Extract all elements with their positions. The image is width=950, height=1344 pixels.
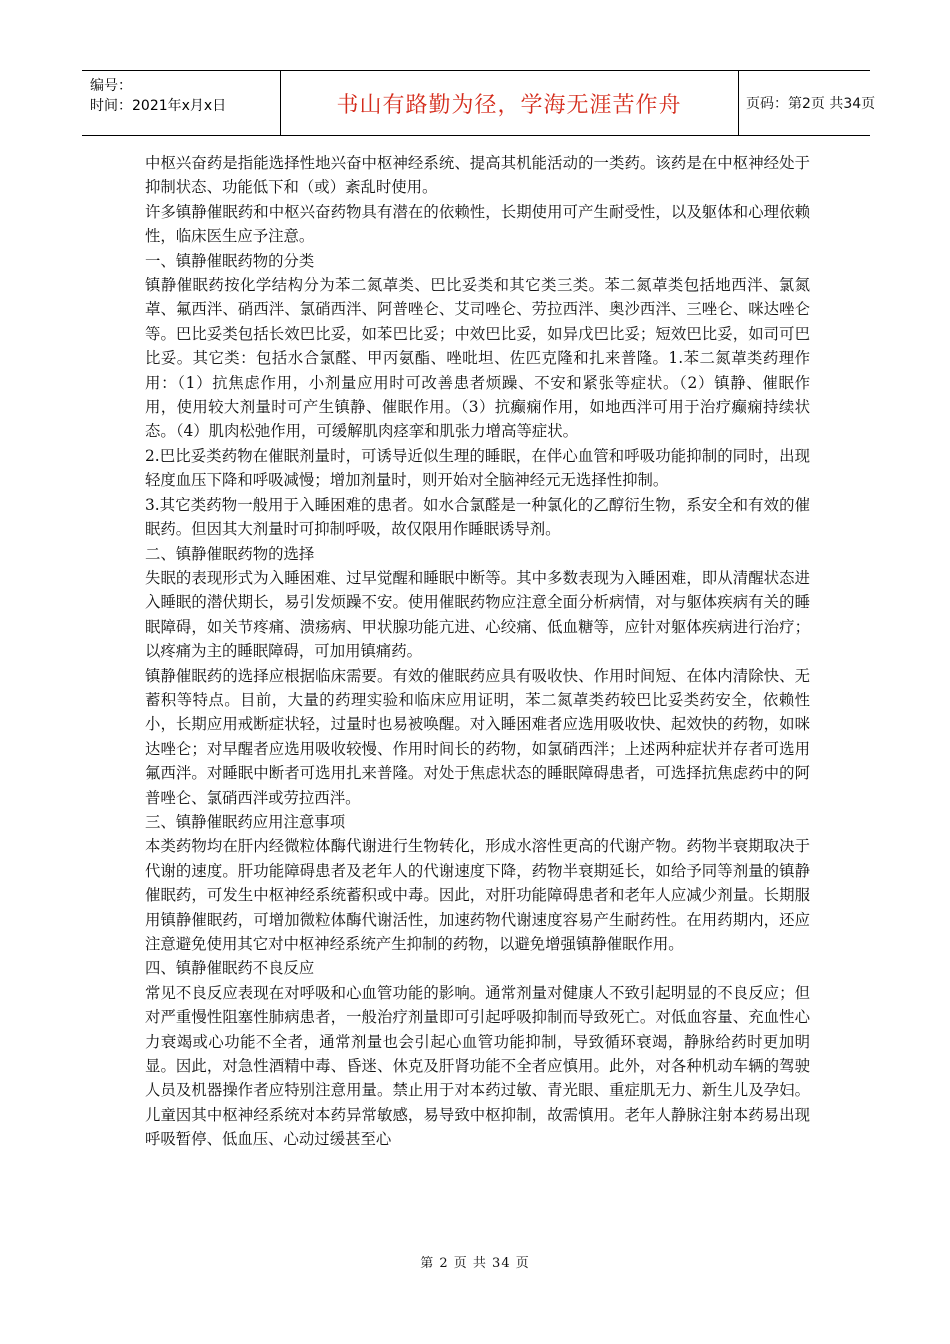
- paragraph: 中枢兴奋药是指能选择性地兴奋中枢神经系统、提高其机能活动的一类药。该药是在中枢神经处于抑制状态、功能低下和（或）紊乱时使用。: [145, 154, 810, 197]
- section-heading: 二、镇静催眠药物的选择: [145, 544, 315, 563]
- section-heading: 三、镇静催眠药应用注意事项: [145, 812, 346, 831]
- doc-number-label: 编号：: [90, 78, 132, 94]
- document-body: [145, 151, 810, 1152]
- paragraph: 常见不良反应表现在对呼吸和心血管功能的影响。通常剂量对健康人不致引起明显的不良反应；但对严重慢性阻塞性肺病患者，一般治疗剂量即可引起呼吸抑制而导致死亡。对低血容量、充血性心力衰竭或心功能不全者，通常剂量也会引起心血管功能抑制，导致循环衰竭，静脉给药时更加明显。因此，对急性酒精中毒、昏迷、休克及肝肾功能不全者应慎用。此外，对各种机动车辆的驾驶人员及机器操作者应特别注意用量。禁止用于对本药过敏、青光眼、重症肌无力、新生儿及孕妇。儿童因其中枢神经系统对本药异常敏感，易导致中枢抑制，故需慎用。老年人静脉注射本药易出现呼吸暂停、低血压、心动过缓甚至心: [145, 983, 810, 1149]
- paragraph: 本类药物均在肝内经微粒体酶代谢进行生物转化，形成水溶性更高的代谢产物。药物半衰期取决于代谢的速度。肝功能障碍患者及老年人的代谢速度下降，药物半衰期延长，如给予同等剂量的镇静催眠药，可发生中枢神经系统蓄积或中毒。因此，对肝功能障碍患者和老年人应减少剂量。长期服用镇静催眠药，可增加微粒体酶代谢活性，加速药物代谢速度容易产生耐药性。在用药期内，还应注意避免使用其它对中枢神经系统产生抑制的药物，以避免增强镇静催眠作用。: [145, 837, 810, 953]
- section-heading: 四、镇静催眠药不良反应: [145, 959, 315, 978]
- header-motto-cell: [280, 71, 739, 135]
- paragraph: 许多镇静催眠药和中枢兴奋药物具有潜在的依赖性，长期使用可产生耐受性，以及躯体和心理依赖性，临床医生应予注意。: [145, 202, 810, 246]
- page-number-label: 页码：第2页 共34页: [746, 96, 876, 112]
- paragraph: 3.其它类药物一般用于入睡困难的患者。如水合氯醛是一种氯化的乙醇衍生物，系安全和有效的催眠药。但因其大剂量时可抑制呼吸，故仅限用作睡眠诱导剂。: [145, 495, 810, 539]
- motto-text: 书山有路勤为径，学海无涯苦作舟: [336, 93, 682, 118]
- page-header: [82, 70, 876, 136]
- paragraph: 镇静催眠药按化学结构分为苯二氮䓬类、巴比妥类和其它类三类。苯二氮䓬类包括地西泮、氯氮䓬、氟西泮、硝西泮、氯硝西泮、阿普唑仑、艾司唑仑、劳拉西泮、奥沙西泮、三唑仑、咪达唑仑等。巴比妥类包括长效巴比妥，如苯巴比妥；中效巴比妥，如异戊巴比妥；短效巴比妥，如司可巴比妥。其它类：包括水合氯醛、甲丙氨酯、唑吡坦、佐匹克隆和扎来普隆。1.苯二氮䓬类药理作用：（1）抗焦虑作用，小剂量应用时可改善患者烦躁、不安和紧张等症状。（2）镇静、催眠作用，使用较大剂量时可产生镇静、催眠作用。（3）抗癫痫作用，如地西泮可用于治疗癫痫持续状态。（4）肌肉松弛作用，可缓解肌肉痉挛和肌张力增高等症状。: [145, 276, 810, 441]
- section-heading: 一、镇静催眠药物的分类: [145, 251, 315, 270]
- page-footer: 第 2 页 共 34 页: [420, 1256, 530, 1271]
- paragraph: 失眠的表现形式为入睡困难、过早觉醒和睡眠中断等。其中多数表现为入睡困难，即从清醒状态进入睡眠的潜伏期长，易引发烦躁不安。使用催眠药物应注意全面分析病情，对与躯体疾病有关的睡眠障碍，如关节疼痛、溃疡病、甲状腺功能亢进、心绞痛、低血糖等，应针对躯体疾病进行治疗；以疼痛为主的睡眠障碍，可加用镇痛药。: [145, 568, 810, 661]
- header-info-cell: [82, 71, 281, 135]
- header-page-cell: [738, 71, 876, 135]
- paragraph: 镇静催眠药的选择应根据临床需要。有效的催眠药应具有吸收快、作用时间短、在体内清除快、无蓄积等特点。目前，大量的药理实验和临床应用证明，苯二氮䓬类药较巴比妥类药安全，依赖性小，长期应用戒断症状轻，过量时也易被唤醒。对入睡困难者应选用吸收快、起效快的药物，如咪达唑仑；对早醒者应选用吸收较慢、作用时间长的药物，如氯硝西泮；上述两种症状并存者可选用氟西泮。对睡眠中断者可选用扎来普隆。对处于焦虑状态的睡眠障碍患者，可选择抗焦虑药中的阿普唑仑、氯硝西泮或劳拉西泮。: [145, 666, 810, 807]
- paragraph: 2.巴比妥类药物在催眠剂量时，可诱导近似生理的睡眠，在伴心血管和呼吸功能抑制的同时，出现轻度血压下降和呼吸减慢；增加剂量时，则开始对全脑神经元无选择性抑制。: [145, 446, 810, 490]
- date-label: 时间：2021年x月x日: [90, 98, 227, 114]
